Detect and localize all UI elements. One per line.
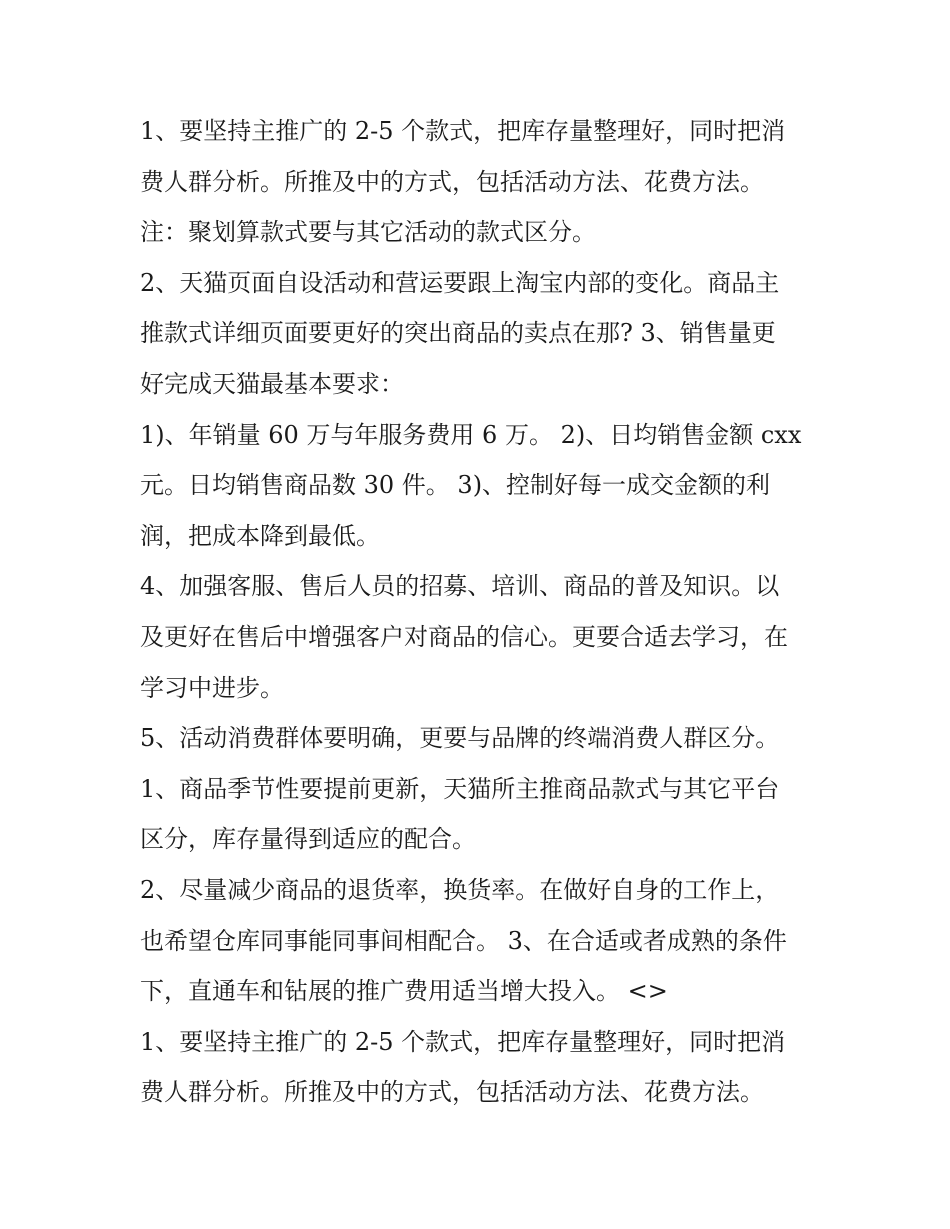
text-line: 注：聚划算款式要与其它活动的款式区分。: [140, 218, 596, 247]
text-line: 好完成天猫最基本要求：: [140, 369, 404, 398]
text-line: 1、要坚持主推广的 2-5 个款式，把库存量整理好，同时把消: [140, 117, 786, 145]
document-body: [140, 106, 830, 1118]
text-line: 也希望仓库同事能同事间相配合。 3、在合适或者成熟的条件: [140, 926, 787, 955]
text-line: 4、加强客服、售后人员的招募、培训、商品的普及知识。以: [140, 572, 780, 601]
text-line: 及更好在售后中增强客户对商品的信心。更要合适去学习，在: [140, 622, 788, 651]
text-line: 1)、年销量 60 万与年服务费用 6 万。 2)、日均销售金额 cxx: [140, 420, 802, 449]
text-line: 区分，库存量得到适应的配合。: [140, 825, 476, 854]
text-line: 润，把成本降到最低。: [140, 521, 380, 550]
text-line: 推款式详细页面要更好的突出商品的卖点在那? 3、销售量更: [140, 319, 776, 348]
text-line: 下，直通车和钻展的推广费用适当增大投入。 <>: [140, 977, 668, 1006]
text-line: 学习中进步。: [140, 673, 284, 702]
text-line: 1、要坚持主推广的 2-5 个款式，把库存量整理好，同时把消: [140, 1027, 786, 1056]
text-line: 5、活动消费群体要明确，更要与品牌的终端消费人群区分。: [140, 724, 780, 753]
text-line: 2、尽量减少商品的退货率，换货率。在做好自身的工作上，: [140, 875, 780, 904]
text-line: 2、天猫页面自设活动和营运要跟上淘宝内部的变化。商品主: [140, 268, 780, 297]
text-line: 费人群分析。所推及中的方式，包括活动方法、花费方法。: [140, 167, 764, 196]
text-line: 1、商品季节性要提前更新，天猫所主推商品款式与其它平台: [140, 774, 780, 803]
text-line: 费人群分析。所推及中的方式，包括活动方法、花费方法。: [140, 1078, 764, 1107]
text-line: 元。日均销售商品数 30 件。 3)、控制好每一成交金额的利: [140, 471, 771, 500]
